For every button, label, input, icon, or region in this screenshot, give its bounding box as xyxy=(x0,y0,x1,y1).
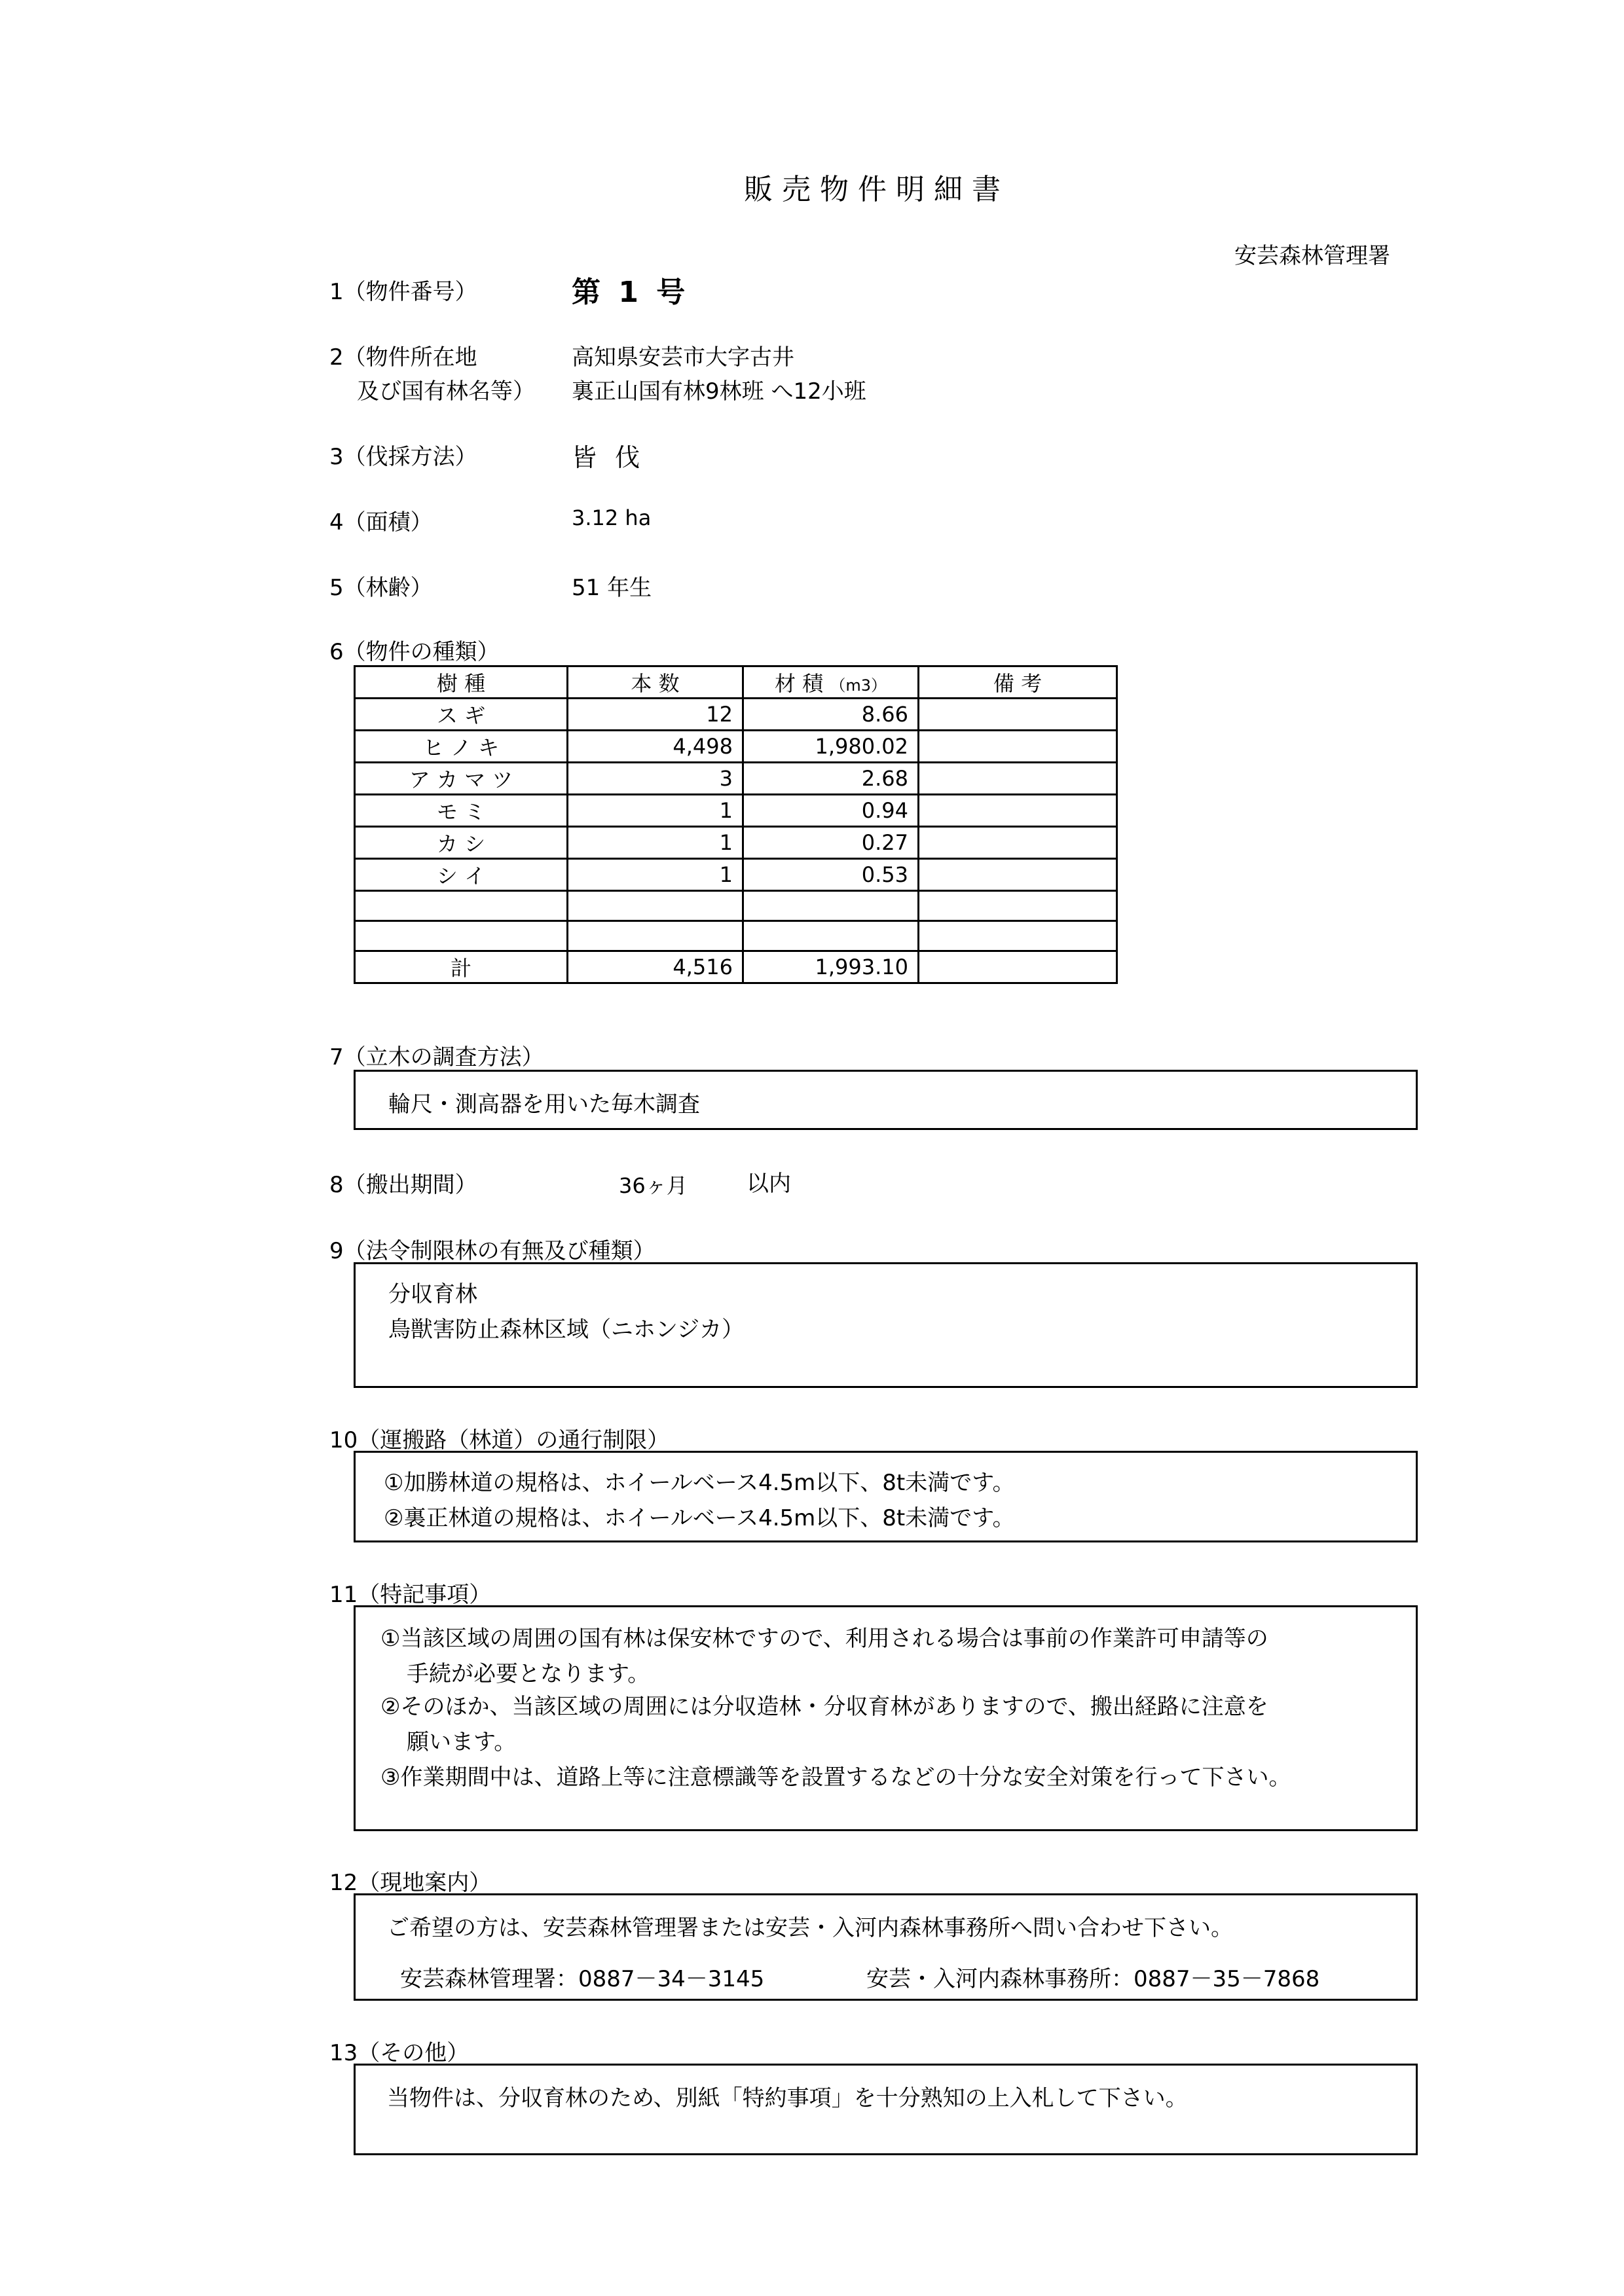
area-label: 4（面積） xyxy=(329,509,433,536)
row-species xyxy=(355,921,568,951)
legal-restriction-label: 9（法令制限林の有無及び種類） xyxy=(329,1238,655,1264)
special-notes-line2: 手続が必要となります。 xyxy=(407,1661,650,1687)
row-remarks xyxy=(919,699,1117,731)
location-value-2: 裏正山国有林9林班 へ12小班 xyxy=(572,378,866,405)
row-species: カ シ xyxy=(355,827,568,859)
total-label: 計 xyxy=(355,951,568,983)
header-volume-unit: （m3） xyxy=(830,676,887,695)
header-volume xyxy=(743,666,919,699)
row-volume: 0.94 xyxy=(743,795,919,827)
species-section-label: 6（物件の種類） xyxy=(329,639,500,665)
survey-method-box xyxy=(354,1070,1418,1130)
site-guide-line1: ご希望の方は、安芸森林管理署または安芸・入河内森林事務所へ問い合わせ下さい。 xyxy=(387,1915,1233,1941)
table-row xyxy=(355,891,1117,921)
row-volume: 8.66 xyxy=(743,699,919,731)
site-guide-label: 12（現地案内） xyxy=(329,1870,492,1896)
total-remarks xyxy=(919,951,1117,983)
row-volume xyxy=(743,921,919,951)
survey-method-label: 7（立木の調査方法） xyxy=(329,1044,544,1070)
special-notes-line5: ③作業期間中は、道路上等に注意標識等を設置するなどの十分な安全対策を行って下さい。 xyxy=(380,1764,1291,1791)
location-label-2: 及び国有林名等） xyxy=(357,378,535,405)
table-row xyxy=(355,699,1117,731)
table-row xyxy=(355,795,1117,827)
location-value-1: 高知県安芸市大字古井 xyxy=(572,344,794,371)
table-row xyxy=(355,763,1117,795)
stand-age-label: 5（林齢） xyxy=(329,575,433,601)
total-count: 4,516 xyxy=(568,951,743,983)
row-species xyxy=(355,891,568,921)
table-row xyxy=(355,827,1117,859)
item-number-value: 第 1 号 xyxy=(572,276,690,309)
special-notes-box xyxy=(354,1605,1418,1831)
species-table xyxy=(354,665,1118,984)
special-notes-line3: ②そのほか、当該区域の周囲には分収造林・分収育林がありますので、搬出経路に注意を xyxy=(380,1694,1268,1720)
table-total-row xyxy=(355,951,1117,983)
row-volume xyxy=(743,891,919,921)
row-remarks xyxy=(919,763,1117,795)
row-remarks xyxy=(919,891,1117,921)
other-box xyxy=(354,2064,1418,2155)
row-volume: 0.53 xyxy=(743,859,919,891)
row-volume: 0.27 xyxy=(743,827,919,859)
location-label-1: 2（物件所在地 xyxy=(329,344,477,371)
table-row xyxy=(355,731,1117,763)
row-count: 1 xyxy=(568,827,743,859)
legal-restriction-line2: 鳥獣害防止森林区域（ニホンジカ） xyxy=(388,1317,745,1343)
site-guide-contact-branch: 安芸・入河内森林事務所：0887－35－7868 xyxy=(866,1966,1320,1992)
row-count xyxy=(568,921,743,951)
row-count: 1 xyxy=(568,859,743,891)
header-volume-text: 材 積 xyxy=(774,671,824,696)
row-species: モ ミ xyxy=(355,795,568,827)
road-restriction-box xyxy=(354,1451,1418,1542)
header-remarks: 備 考 xyxy=(919,666,1117,699)
special-notes-line1: ①当該区域の周囲の国有林は保安林ですので、利用される場合は事前の作業許可申請等の xyxy=(380,1626,1268,1652)
harvest-method-label: 3（伐採方法） xyxy=(329,444,477,470)
row-species: ス ギ xyxy=(355,699,568,731)
total-volume: 1,993.10 xyxy=(743,951,919,983)
other-value: 当物件は、分収育林のため、別紙「特約事項」を十分熟知の上入札して下さい。 xyxy=(387,2085,1188,2111)
header-species: 樹 種 xyxy=(355,666,568,699)
road-restriction-label: 10（運搬路（林道）の通行制限） xyxy=(329,1427,670,1453)
row-species: ア カ マ ツ xyxy=(355,763,568,795)
item-number-label: 1（物件番号） xyxy=(329,279,477,305)
road-restriction-line1: ①加勝林道の規格は、ホイールベース4.5m以下、8t未満です。 xyxy=(384,1470,1015,1496)
row-species: ヒ ノ キ xyxy=(355,731,568,763)
row-count: 4,498 xyxy=(568,731,743,763)
row-remarks xyxy=(919,795,1117,827)
row-volume: 1,980.02 xyxy=(743,731,919,763)
row-species: シ イ xyxy=(355,859,568,891)
area-value: 3.12 ha xyxy=(572,505,652,530)
other-label: 13（その他） xyxy=(329,2040,470,2066)
office-name: 安芸森林管理署 xyxy=(1234,243,1390,269)
row-count xyxy=(568,891,743,921)
document-title: 販売物件明細書 xyxy=(744,173,1010,206)
special-notes-label: 11（特記事項） xyxy=(329,1582,492,1608)
row-count: 1 xyxy=(568,795,743,827)
row-count: 3 xyxy=(568,763,743,795)
row-remarks xyxy=(919,921,1117,951)
table-header-row xyxy=(355,666,1117,699)
legal-restriction-box xyxy=(354,1262,1418,1388)
row-remarks xyxy=(919,731,1117,763)
table-row xyxy=(355,921,1117,951)
special-notes-line4: 願います。 xyxy=(407,1729,517,1755)
header-count: 本 数 xyxy=(568,666,743,699)
row-volume: 2.68 xyxy=(743,763,919,795)
legal-restriction-line1: 分収育林 xyxy=(388,1281,477,1307)
site-guide-contact-office: 安芸森林管理署：0887－34－3145 xyxy=(400,1966,765,1992)
table-row xyxy=(355,859,1117,891)
row-count: 12 xyxy=(568,699,743,731)
removal-period-value: 36ヶ月 xyxy=(619,1173,688,1198)
survey-method-value: 輪尺・測高器を用いた毎木調査 xyxy=(388,1091,700,1118)
row-remarks xyxy=(919,827,1117,859)
removal-period-label: 8（搬出期間） xyxy=(329,1172,477,1198)
harvest-method-value: 皆 伐 xyxy=(572,443,646,472)
road-restriction-line2: ②裏正林道の規格は、ホイールベース4.5m以下、8t未満です。 xyxy=(384,1505,1015,1531)
row-remarks xyxy=(919,859,1117,891)
site-guide-box xyxy=(354,1893,1418,2001)
stand-age-value: 51 年生 xyxy=(572,575,652,601)
removal-period-suffix: 以内 xyxy=(747,1171,791,1197)
